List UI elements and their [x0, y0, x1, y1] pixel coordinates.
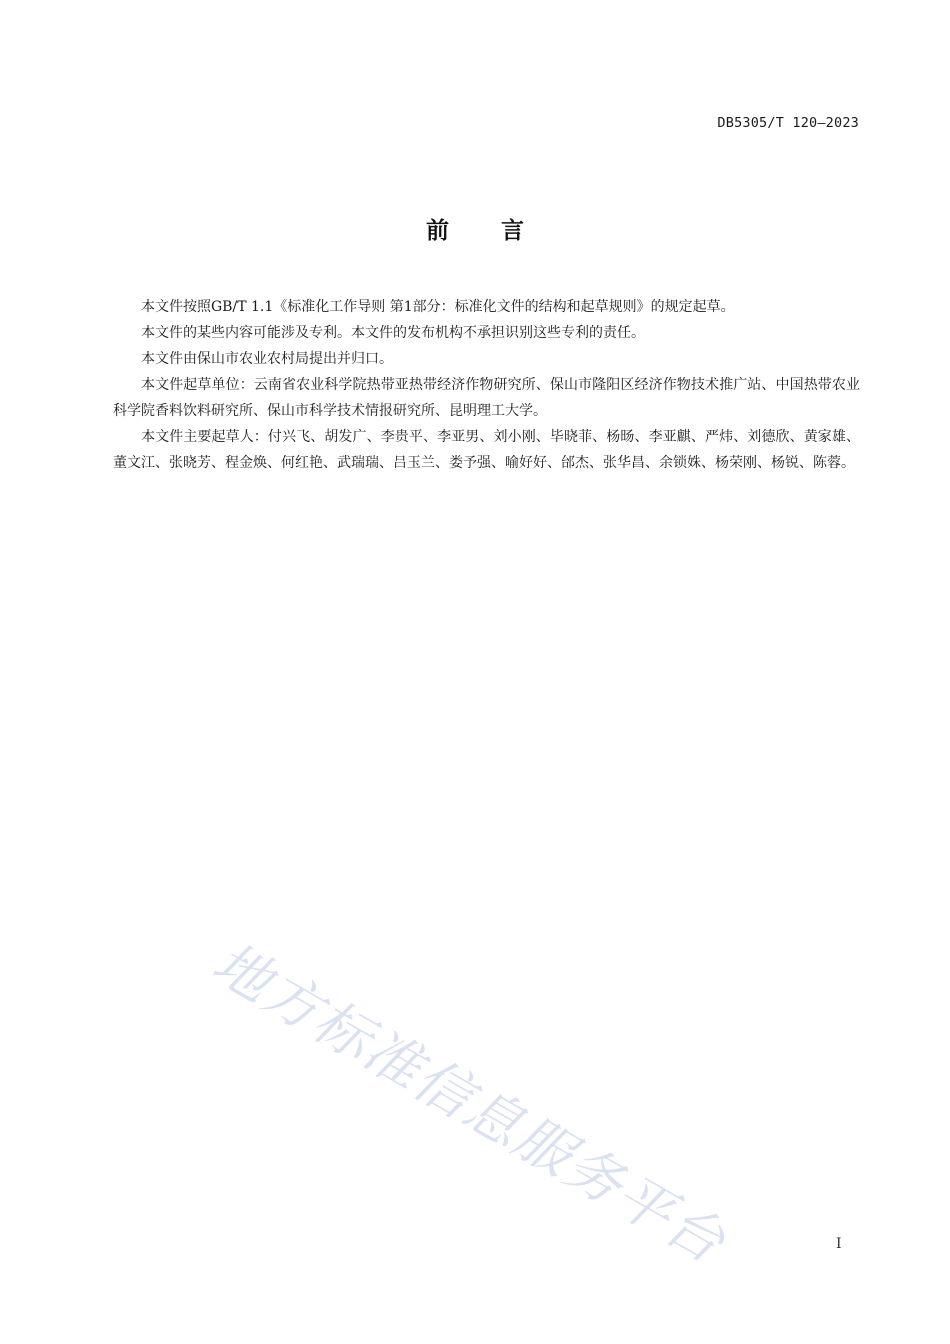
- paragraph-drafting-units: 本文件起草单位：云南省农业科学院热带亚热带经济作物研究所、保山市隆阳区经济作物技术推广站、中国热带农业科学院香料饮料研究所、保山市科学技术情报研究所、昆明理工大学。: [113, 377, 860, 419]
- paragraph-proposer: 本文件由保山市农业农村局提出并归口。: [141, 351, 393, 367]
- paragraph-patent-notice: 本文件的某些内容可能涉及专利。本文件的发布机构不承担识别这些专利的责任。: [141, 325, 645, 341]
- page-title: 前言: [426, 218, 576, 244]
- page-number: I: [836, 1236, 842, 1252]
- document-code: DB5305/T 120—2023: [717, 115, 859, 131]
- paragraph-drafting-basis: 本文件按照GB/T 1.1《标准化工作导则 第1部分：标准化文件的结构和起草规则》的规定起草。: [141, 299, 735, 315]
- paragraph-drafters: 本文件主要起草人：付兴飞、胡发广、李贵平、李亚男、刘小刚、毕晓菲、杨旸、李亚麒、严炜、刘德欣、黄家雄、董文江、张晓芳、程金焕、何红艳、武瑞瑞、吕玉兰、娄予强、喻好好、邰杰、张华昌、余锁姝、杨荣刚、杨锐、陈蓉。: [113, 429, 860, 471]
- watermark: 地方标准信息服务平台: [201, 930, 737, 1277]
- document-body: [113, 294, 860, 476]
